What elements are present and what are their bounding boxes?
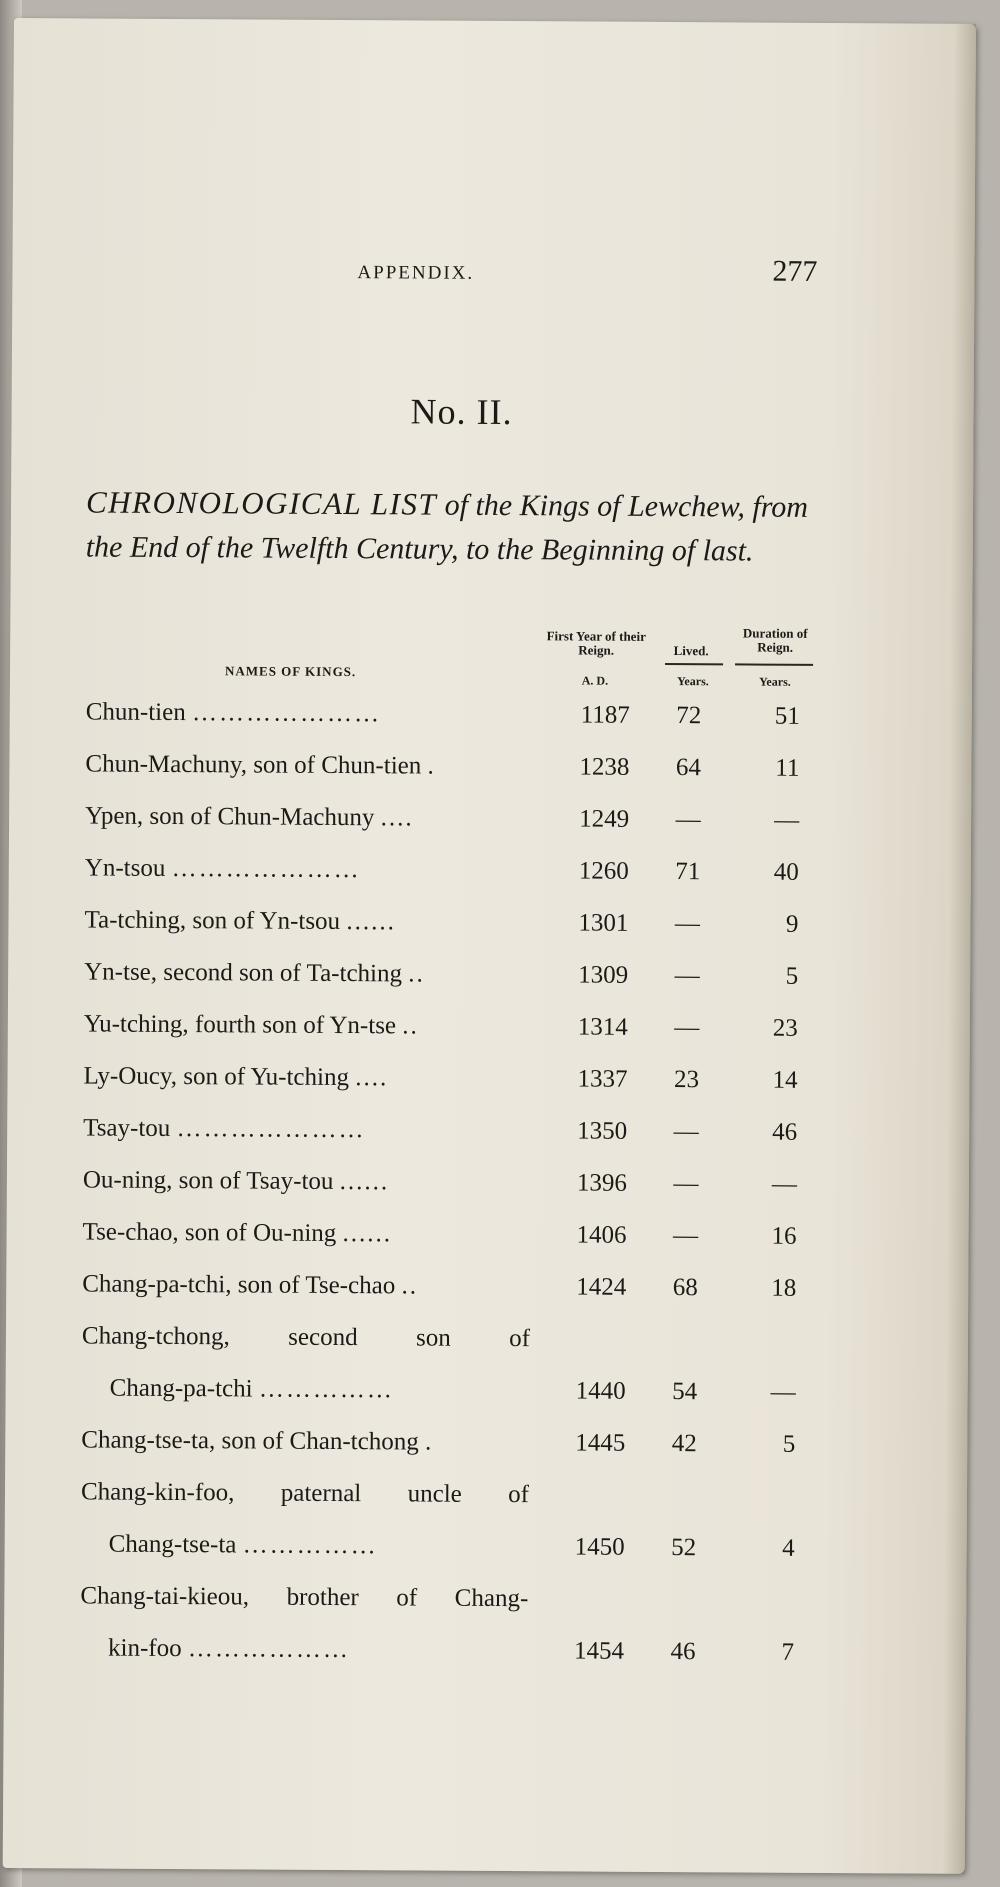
years-lived-cell: — bbox=[675, 806, 701, 834]
king-name-cell bbox=[85, 802, 533, 833]
years-lived-cell: 42 bbox=[671, 1430, 697, 1458]
lived-column-header: Lived. bbox=[673, 643, 709, 659]
book-page bbox=[3, 18, 976, 1874]
king-name-text: Tsay-tou bbox=[83, 1114, 171, 1142]
king-name-text: Chang-pa-tchi, son of Tse-chao bbox=[82, 1270, 396, 1300]
king-name-text: Chang-pa-tchi bbox=[109, 1374, 253, 1403]
king-name-text: Chun-tien bbox=[85, 698, 186, 727]
reign-duration-cell: 4 bbox=[782, 1534, 795, 1562]
king-name-word: son bbox=[415, 1324, 451, 1352]
king-name-cell bbox=[108, 1635, 528, 1666]
reign-duration-cell: — bbox=[770, 1378, 796, 1406]
king-name-cell bbox=[80, 1582, 528, 1613]
table-row bbox=[9, 742, 909, 799]
dot-leader: ...... bbox=[346, 908, 396, 936]
reign-duration-cell: 23 bbox=[772, 1014, 798, 1042]
dot-leader: ………………… bbox=[171, 854, 361, 884]
king-name-word: of bbox=[509, 1325, 531, 1353]
table-row bbox=[4, 1522, 904, 1579]
king-name-word: of bbox=[396, 1584, 418, 1612]
king-name-cell bbox=[85, 854, 533, 885]
king-name-text: Ypen, son of Chun-Machuny bbox=[85, 802, 375, 832]
dot-leader: ……………… bbox=[187, 1635, 350, 1664]
reign-start-year-cell: 1314 bbox=[577, 1013, 628, 1041]
table-row bbox=[8, 898, 908, 955]
table-row bbox=[4, 1626, 904, 1683]
table-row bbox=[5, 1418, 905, 1475]
names-column-header: NAMES OF KINGS. bbox=[224, 663, 357, 680]
king-name-word: Chang-tchong, bbox=[81, 1322, 230, 1351]
reign-duration-cell: — bbox=[771, 1170, 797, 1198]
king-name-cell bbox=[84, 1010, 532, 1041]
caption-lead: CHRONOLOGICAL LIST bbox=[85, 484, 438, 522]
table-row bbox=[6, 1314, 906, 1371]
king-name-text: Tse-chao, son of Ou-ning bbox=[82, 1218, 337, 1247]
king-name-word: brother bbox=[286, 1583, 359, 1612]
dot-leader: .... bbox=[355, 1064, 389, 1092]
reign-start-year-cell: 1187 bbox=[580, 701, 630, 729]
table-row bbox=[9, 846, 909, 903]
duration-header-rule bbox=[735, 663, 813, 665]
king-name-word: uncle bbox=[407, 1480, 462, 1508]
dot-leader: ...... bbox=[342, 1220, 393, 1248]
reign-start-year-cell: 1450 bbox=[574, 1533, 625, 1561]
kings-table bbox=[4, 690, 910, 1683]
king-name-text: Chun-Machuny, son of Chun-tien bbox=[85, 750, 422, 780]
king-name-text: Chang-tse-ta, son of Chan-tchong bbox=[81, 1426, 419, 1456]
king-name-text: Ta-tching, son of Yn-tsou bbox=[84, 906, 341, 936]
table-row bbox=[4, 1574, 904, 1631]
reign-duration-cell: 16 bbox=[771, 1222, 797, 1250]
king-name-word: second bbox=[288, 1323, 358, 1352]
dot-leader: ………………… bbox=[191, 699, 382, 728]
reign-start-year-cell: 1454 bbox=[573, 1637, 625, 1665]
reign-duration-cell: 46 bbox=[772, 1118, 798, 1146]
table-row bbox=[9, 794, 909, 851]
years-lived-cell: — bbox=[674, 1014, 700, 1042]
dot-leader: .. bbox=[408, 960, 425, 988]
reign-duration-cell: — bbox=[774, 806, 800, 834]
reign-duration-cell: 51 bbox=[774, 702, 800, 730]
dot-leader: . bbox=[424, 1428, 434, 1456]
table-row bbox=[8, 950, 908, 1007]
reign-start-year-cell: 1249 bbox=[579, 805, 630, 833]
king-name-cell bbox=[85, 750, 533, 781]
reign-duration-cell: 9 bbox=[785, 910, 799, 938]
king-name-text: Chang-tse-ta bbox=[108, 1530, 237, 1559]
reign-start-year-cell: 1440 bbox=[575, 1377, 626, 1405]
king-name-cell bbox=[81, 1426, 529, 1457]
first-year-unit: A. D. bbox=[581, 673, 609, 688]
king-name-word: of bbox=[508, 1481, 530, 1509]
reign-start-year-cell: 1424 bbox=[576, 1273, 627, 1301]
reign-start-year-cell: 1337 bbox=[577, 1065, 628, 1093]
table-row bbox=[7, 1158, 907, 1215]
king-name-text: Yn-tse, second son of Ta-tching bbox=[84, 958, 403, 988]
years-lived-cell: — bbox=[674, 962, 700, 990]
king-name-cell bbox=[109, 1531, 529, 1562]
dot-leader: .. bbox=[401, 1272, 419, 1300]
table-caption bbox=[86, 480, 847, 574]
page-edge-shadow bbox=[943, 24, 976, 1874]
dot-leader: …………… bbox=[242, 1531, 378, 1560]
dot-leader: .... bbox=[380, 804, 414, 832]
king-name-cell bbox=[84, 958, 532, 989]
king-name-cell bbox=[83, 1062, 531, 1093]
reign-start-year-cell: 1238 bbox=[579, 753, 630, 781]
king-name-text: Ou-ning, son of Tsay-tou bbox=[82, 1166, 334, 1195]
dot-leader: ………………… bbox=[176, 1115, 366, 1144]
table-row bbox=[5, 1366, 905, 1423]
king-name-word: Chang- bbox=[454, 1584, 529, 1613]
table-row bbox=[6, 1210, 906, 1267]
king-name-word: Chang-tai-kieou, bbox=[80, 1582, 250, 1611]
table-row bbox=[10, 690, 910, 747]
lived-header-rule bbox=[665, 663, 723, 665]
caption-rest: of the Kings of Lewchew, from the End of the Twelfth Century, to the Beginning of last. bbox=[85, 488, 809, 568]
years-lived-cell: — bbox=[674, 910, 701, 938]
table-row bbox=[5, 1470, 905, 1527]
first-year-column-header: First Year of their Reign. bbox=[546, 628, 646, 658]
running-title: APPENDIX. bbox=[357, 262, 475, 284]
running-head bbox=[12, 250, 974, 296]
table-row bbox=[7, 1106, 907, 1163]
king-name-cell bbox=[86, 698, 534, 729]
years-lived-cell: 52 bbox=[671, 1534, 697, 1562]
reign-start-year-cell: 1406 bbox=[576, 1221, 627, 1249]
years-lived-cell: 64 bbox=[675, 754, 702, 782]
years-lived-cell: 54 bbox=[672, 1378, 698, 1406]
years-lived-cell: — bbox=[673, 1170, 699, 1198]
king-name-text: kin-foo bbox=[107, 1634, 182, 1663]
reign-start-year-cell: 1350 bbox=[577, 1117, 628, 1145]
dot-leader: …………… bbox=[258, 1375, 394, 1404]
page-number: 277 bbox=[772, 254, 818, 288]
years-lived-cell: — bbox=[672, 1222, 699, 1250]
reign-start-year-cell: 1396 bbox=[576, 1169, 627, 1197]
duration-column-header: Duration of Reign. bbox=[742, 625, 808, 655]
reign-duration-cell: 5 bbox=[782, 1430, 796, 1458]
reign-duration-cell: 7 bbox=[781, 1638, 795, 1666]
reign-start-year-cell: 1301 bbox=[578, 909, 629, 937]
table-row bbox=[6, 1262, 906, 1319]
reign-start-year-cell: 1309 bbox=[578, 961, 629, 989]
table-row bbox=[8, 1002, 908, 1059]
years-lived-cell: 46 bbox=[670, 1638, 696, 1666]
king-name-cell bbox=[82, 1322, 530, 1353]
reign-start-year-cell: 1260 bbox=[578, 857, 629, 885]
king-name-text: Yu-tching, fourth son of Yn-tse bbox=[83, 1010, 397, 1040]
reign-duration-cell: 40 bbox=[773, 858, 799, 886]
duration-unit: Years. bbox=[759, 674, 791, 689]
lived-unit: Years. bbox=[677, 674, 709, 689]
years-lived-cell: 68 bbox=[672, 1274, 698, 1302]
years-lived-cell: 71 bbox=[675, 858, 701, 886]
king-name-cell bbox=[110, 1375, 530, 1406]
reign-duration-cell: 5 bbox=[785, 962, 799, 990]
king-name-word: paternal bbox=[280, 1479, 362, 1508]
king-name-cell bbox=[82, 1218, 530, 1249]
dot-leader: ...... bbox=[339, 1168, 390, 1196]
reign-duration-cell: 14 bbox=[772, 1066, 798, 1094]
king-name-cell bbox=[83, 1114, 531, 1145]
dot-leader: .. bbox=[402, 1012, 419, 1040]
king-name-word: Chang-kin-foo, bbox=[80, 1478, 235, 1507]
king-name-cell bbox=[82, 1270, 530, 1301]
years-lived-cell: 72 bbox=[676, 702, 702, 730]
king-name-text: Ly-Oucy, son of Yu-tching bbox=[83, 1062, 350, 1092]
section-number: No. II. bbox=[410, 391, 513, 433]
table-row bbox=[7, 1054, 907, 1111]
reign-start-year-cell: 1445 bbox=[575, 1429, 626, 1457]
dot-leader: . bbox=[427, 752, 436, 780]
years-lived-cell: — bbox=[673, 1118, 699, 1146]
king-name-text: Yn-tsou bbox=[84, 854, 166, 882]
reign-duration-cell: 18 bbox=[771, 1274, 797, 1302]
years-lived-cell: 23 bbox=[673, 1066, 700, 1094]
king-name-cell bbox=[83, 1166, 531, 1197]
reign-duration-cell: 11 bbox=[775, 754, 800, 782]
king-name-cell bbox=[84, 906, 532, 937]
king-name-cell bbox=[81, 1478, 529, 1509]
